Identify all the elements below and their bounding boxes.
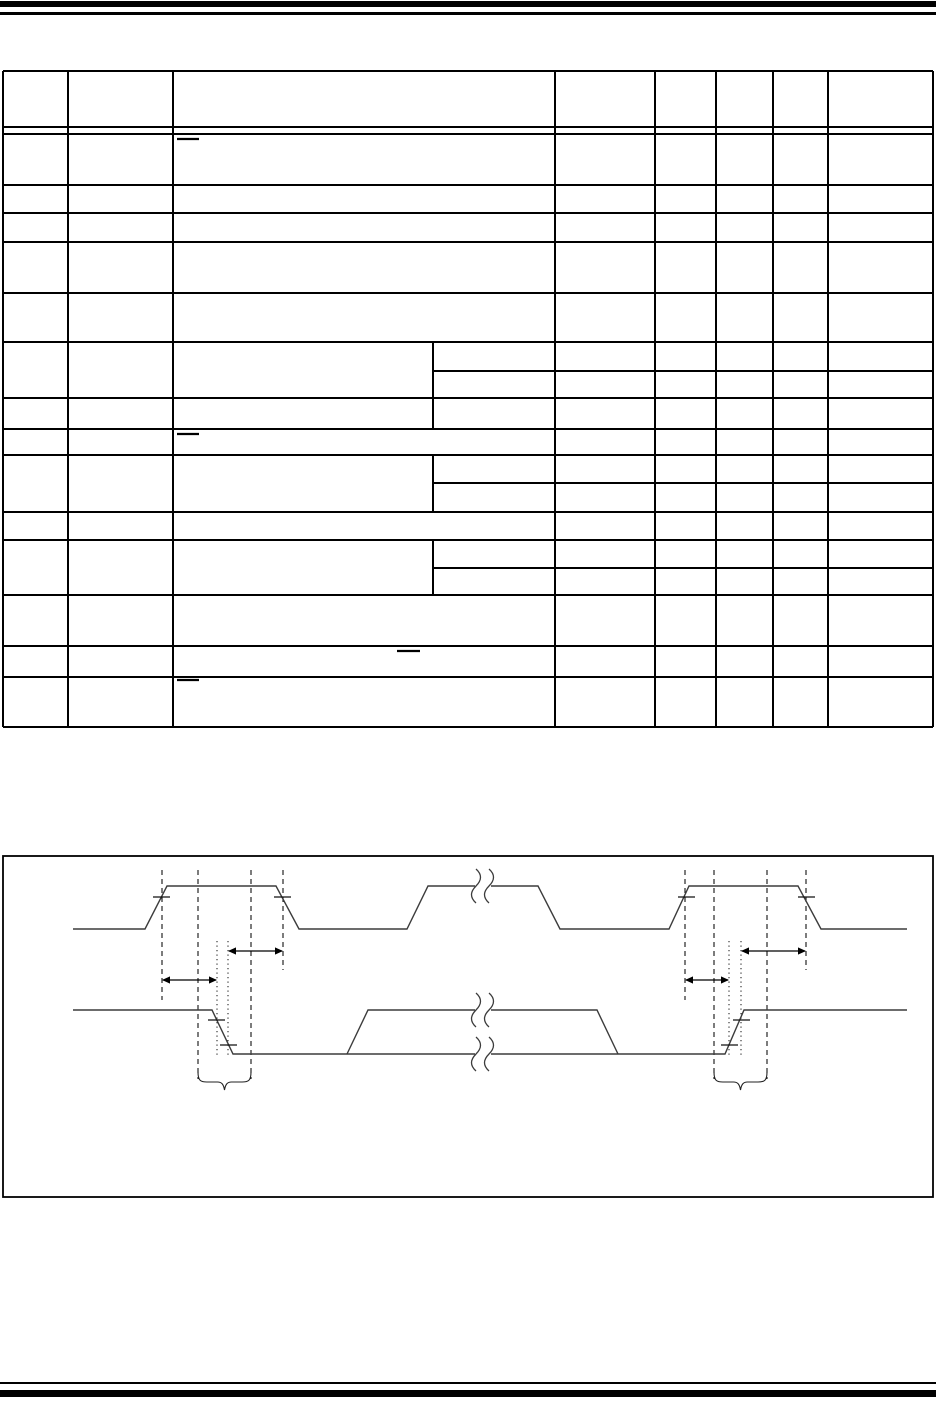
underbrace: [198, 1072, 251, 1090]
underbrace: [714, 1072, 767, 1090]
signal-overline-marks: [177, 139, 420, 680]
break-marks: [472, 869, 494, 1071]
edge-ticks: [153, 897, 815, 1045]
guide-lines: [162, 870, 806, 1079]
timing-diagram-figure: [0, 840, 936, 1212]
figure-border: [3, 856, 933, 1197]
dimension-arrow: [741, 947, 806, 954]
footer-rule-thin: [0, 1382, 936, 1384]
dimension-arrow: [685, 976, 729, 983]
data-valid-region: [347, 1010, 618, 1054]
dimension-arrow: [162, 976, 217, 983]
table-grid: [3, 71, 933, 727]
footer-rule-thick: [0, 1390, 936, 1397]
underbraces: [198, 1072, 767, 1090]
table-condition-subgrid: [433, 342, 933, 595]
dimension-arrows: [162, 947, 806, 983]
dimension-arrow: [228, 947, 283, 954]
